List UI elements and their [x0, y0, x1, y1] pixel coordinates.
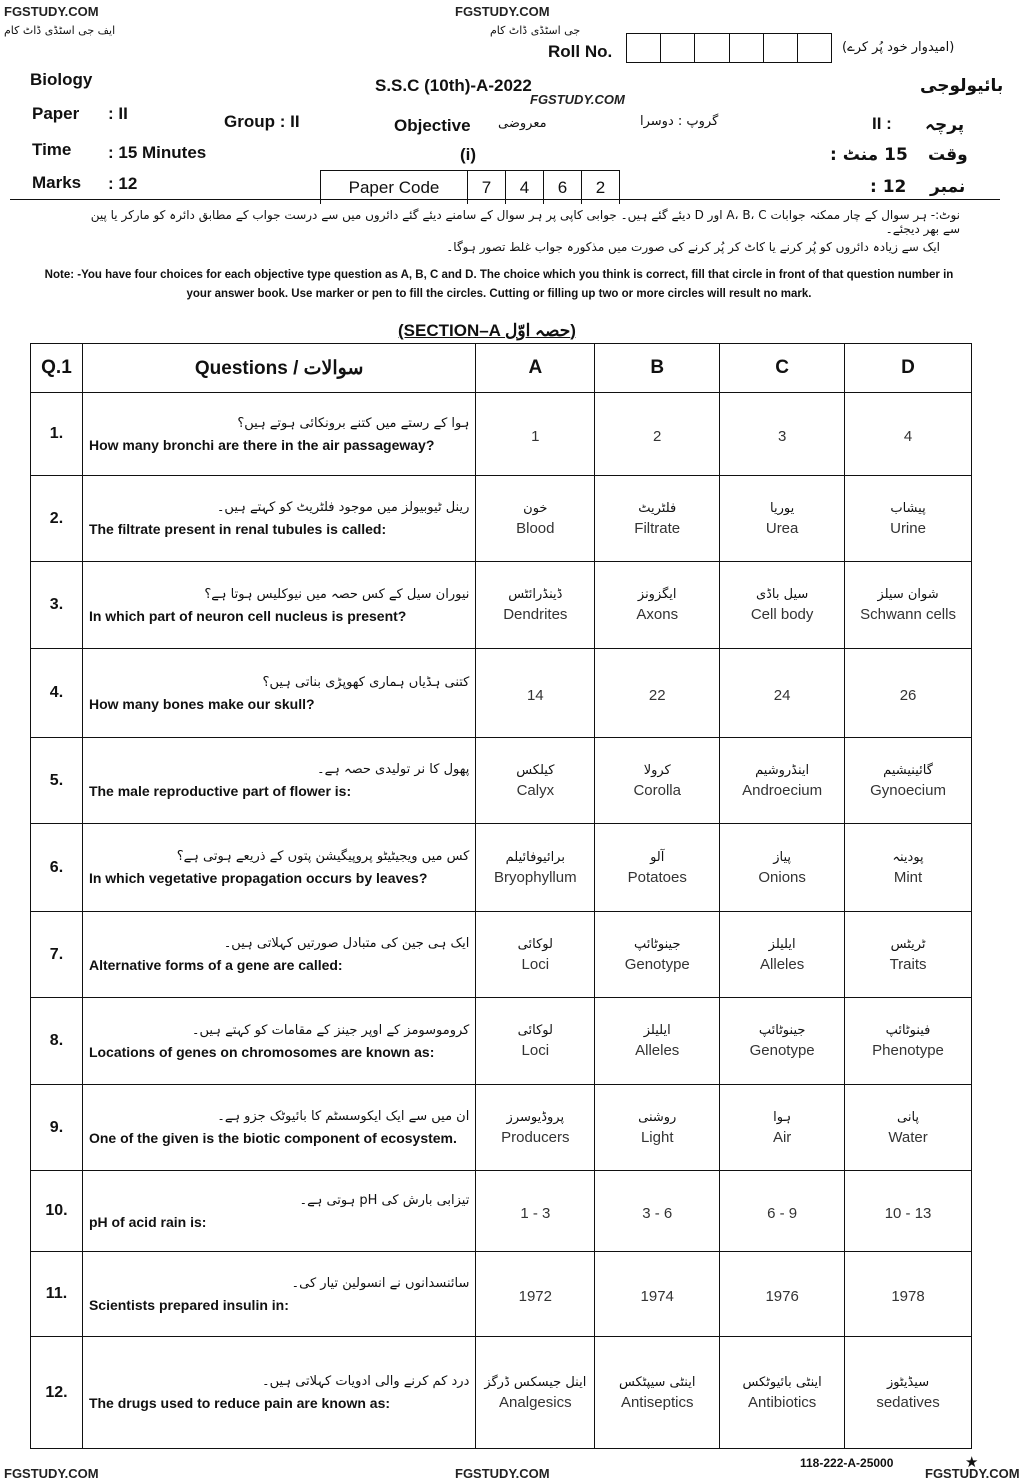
section-title: (SECTION–A حصہ اوّل) [398, 321, 576, 340]
question-urdu: ان میں سے ایک ایکوسسٹم کا بائیوٹک جزو ہے۔ [217, 1109, 470, 1124]
option-english: 1 [531, 427, 540, 445]
option-english: Filtrate [634, 519, 681, 537]
table-row [31, 738, 972, 824]
paper-value: : II [108, 104, 128, 123]
option-urdu: برائیوفائیلم [505, 849, 565, 865]
question-number: 11. [31, 1252, 83, 1337]
header-questions: Questions / سوالات [82, 344, 475, 393]
question-cell [82, 824, 475, 912]
question-number: 9. [31, 1085, 83, 1171]
option-b [595, 476, 720, 562]
option-urdu: پیشاب [890, 500, 926, 516]
objective: Objective [394, 116, 471, 135]
header-b: B [595, 344, 720, 393]
question-number: 1. [31, 393, 83, 476]
option-a [476, 912, 595, 998]
question-urdu: کروموسومز کے اوپر جینز کے مقامات کو کہتے ہیں۔ [191, 1022, 470, 1038]
table-row [31, 1085, 972, 1171]
group: Group : II [224, 112, 300, 131]
option-a [476, 1252, 595, 1337]
option-b [595, 562, 720, 649]
question-english: The male reproductive part of flower is: [88, 783, 352, 799]
option-urdu: اینٹی سیپٹکس [618, 1374, 696, 1390]
option-english: 24 [773, 686, 791, 704]
option-urdu: کیلکس [516, 762, 555, 778]
time-label: Time [32, 140, 72, 159]
watermark-urdu: جی اسٹڈی ڈاٹ کام [490, 24, 581, 37]
marks-value: : 12 [108, 174, 138, 193]
option-c [720, 1337, 845, 1449]
option-english: 1976 [765, 1287, 799, 1305]
option-english: 26 [899, 686, 917, 704]
option-b [595, 738, 720, 824]
question-number: 5. [31, 738, 83, 824]
paper-code-digit: 2 [581, 171, 619, 204]
option-a [476, 649, 595, 738]
paper-urdu-value: II : [872, 114, 892, 133]
option-urdu: یوریا [770, 500, 795, 516]
option-urdu: ایلیلز [768, 936, 796, 952]
watermark: FGSTUDY.COM [4, 1466, 99, 1481]
question-english: One of the given is the biotic component of ecosystem. [88, 1130, 457, 1146]
option-english: 1972 [518, 1287, 552, 1305]
option-a [476, 476, 595, 562]
option-english: 3 [777, 427, 787, 445]
option-b [595, 1337, 720, 1449]
option-b [595, 912, 720, 998]
questions-table [30, 343, 972, 1449]
paper-label: Paper [32, 104, 80, 123]
question-english: Scientists prepared insulin in: [88, 1296, 289, 1313]
option-c [720, 824, 845, 912]
roll-urdu: (امیدوار خود پُر کرے) [842, 40, 955, 55]
header-c: C [720, 344, 845, 393]
option-english: Potatoes [627, 868, 687, 886]
option-english: Urea [765, 519, 799, 537]
option-urdu: خون [523, 500, 548, 516]
question-cell [82, 393, 475, 476]
footer-code: 118-222-A-25000 [800, 1456, 894, 1470]
question-cell [82, 1085, 475, 1171]
question-cell [82, 562, 475, 649]
watermark: FGSTUDY.COM [455, 1466, 550, 1481]
option-d [845, 738, 972, 824]
question-number: 6. [31, 824, 83, 912]
option-english: Gynoecium [870, 781, 946, 799]
option-urdu: فلٹریٹ [638, 500, 677, 516]
table-row [31, 393, 972, 476]
question-urdu: سائنسدانوں نے انسولین تیار کی۔ [291, 1275, 470, 1291]
option-english: Axons [636, 606, 679, 623]
table-header [31, 344, 972, 393]
option-urdu: روشنی [638, 1109, 677, 1125]
option-a [476, 562, 595, 649]
time-urdu: وقت [928, 145, 968, 165]
paper-code-digit: 6 [543, 171, 581, 204]
question-english: In which part of neuron cell nucleus is present? [88, 607, 407, 624]
question-english: The filtrate present in renal tubules is called: [88, 521, 387, 537]
option-c [720, 738, 845, 824]
marks-urdu-value: 12 : [870, 177, 907, 197]
watermark: FGSTUDY.COM [4, 4, 99, 19]
question-cell [82, 998, 475, 1085]
option-d [845, 824, 972, 912]
question-cell [82, 649, 475, 738]
time-urdu-value: 15 منٹ : [830, 145, 908, 165]
option-english: 6 - 9 [767, 1204, 798, 1222]
option-english: Dendrites [503, 606, 568, 623]
question-english: Alternative forms of a gene are called: [88, 957, 343, 973]
option-d [845, 1085, 972, 1171]
option-urdu: لوکائی [517, 1023, 553, 1038]
divider [10, 199, 1000, 200]
option-urdu: ایگزونز [637, 587, 677, 602]
part: (i) [460, 145, 477, 164]
watermark: FGSTUDY.COM [530, 92, 625, 107]
question-number: 7. [31, 912, 83, 998]
option-urdu: اینڈروشیم [755, 762, 810, 778]
option-urdu: اینل جیسکس ڈرگز [484, 1374, 587, 1390]
option-d [845, 393, 972, 476]
table-row [31, 562, 972, 649]
option-urdu: فینوٹائپ [885, 1023, 931, 1038]
option-english: Cell body [750, 606, 814, 623]
option-english: 2 [653, 427, 662, 445]
option-a [476, 1337, 595, 1449]
option-english: Alleles [635, 1042, 680, 1059]
option-c [720, 998, 845, 1085]
option-b [595, 1085, 720, 1171]
question-urdu: نیوران سیل کے کس حصہ میں نیوکلیس ہوتا ہے؟ [204, 586, 470, 602]
option-d [845, 1337, 972, 1449]
option-c [720, 912, 845, 998]
option-b [595, 1171, 720, 1252]
option-english: Onions [758, 868, 806, 886]
header-q1: Q.1 [31, 344, 83, 393]
option-urdu: آلو [650, 849, 665, 865]
table-row [31, 1337, 972, 1449]
question-urdu: پھول کا نر تولیدی حصہ ہے۔ [316, 762, 470, 777]
question-urdu: درد کم کرنے والی ادویات کہلاتی ہیں۔ [262, 1374, 470, 1389]
option-english: Antiseptics [620, 1393, 694, 1411]
question-number: 10. [31, 1171, 83, 1252]
paper-code-digit: 4 [505, 171, 543, 204]
table-row [31, 912, 972, 998]
option-english: Schwann cells [860, 606, 956, 623]
subject-urdu: بائیولوجی [920, 76, 1004, 96]
question-number: 2. [31, 476, 83, 562]
option-english: Corolla [633, 781, 681, 799]
paper-code-label: Paper Code [348, 177, 440, 197]
option-d [845, 1252, 972, 1337]
question-number: 4. [31, 649, 83, 738]
option-urdu: کرولا [643, 762, 671, 778]
option-urdu: سیڈیٹوز [886, 1374, 930, 1390]
question-english: Locations of genes on chromosomes are known as: [88, 1043, 435, 1060]
option-english: sedatives [876, 1393, 940, 1411]
question-english: pH of acid rain is: [88, 1213, 207, 1230]
objective-urdu: معروضی [498, 116, 547, 131]
option-urdu: شوان سیلز [877, 587, 939, 602]
option-english: Urine [890, 519, 926, 537]
option-urdu: ڈینڈرائٹس [508, 587, 563, 602]
option-english: Light [640, 1128, 674, 1146]
option-c [720, 1085, 845, 1171]
question-number: 3. [31, 562, 83, 649]
question-cell [82, 912, 475, 998]
option-d [845, 998, 972, 1085]
option-c [720, 476, 845, 562]
option-a [476, 824, 595, 912]
subject: Biology [30, 70, 93, 89]
option-urdu: گائینیشیم [883, 762, 933, 778]
header-d: D [845, 344, 972, 393]
option-a [476, 998, 595, 1085]
option-urdu: ایلیلز [643, 1023, 671, 1038]
option-d [845, 912, 972, 998]
table-row [31, 1252, 972, 1337]
option-english: Loci [521, 955, 550, 973]
question-number: 12. [31, 1337, 83, 1449]
option-d [845, 1171, 972, 1252]
question-urdu: کس میں ویجیٹیٹو پروپیگیشن پتوں کے ذریعے ہوتی ہے؟ [176, 849, 470, 864]
star-icon: ★ [965, 1454, 979, 1471]
option-urdu: اینٹی بائیوٹکس [742, 1374, 822, 1390]
option-urdu: سیل باڈی [755, 587, 809, 602]
note-urdu: ایک سے زیادہ دائروں کو پُر کرنے یا کاٹ کر پُر کرنے کی صورت میں مذکورہ جواب غلط تصور ہوگا۔ [446, 240, 940, 254]
header-a: A [476, 344, 595, 393]
option-b [595, 649, 720, 738]
question-english: How many bones make our skull? [88, 695, 315, 712]
option-english: Mint [893, 868, 923, 886]
option-english: Loci [521, 1042, 550, 1059]
note-english: Note: -You have four choices for each objective type question as A, B, C and D. The choice which you think is correct, fill that circle in front of that question number in your answer book. Use marker or pen to fill the circles. Cutting or filling up two or more circles will result no mark. [44, 269, 954, 300]
option-english: 1978 [891, 1287, 925, 1305]
group-urdu: گروپ : دوسرا [640, 114, 719, 129]
option-b [595, 1252, 720, 1337]
option-b [595, 998, 720, 1085]
exam-title: S.S.C (10th)-A-2022 [375, 76, 532, 95]
table-row [31, 1171, 972, 1252]
marks-urdu: نمبر [930, 177, 966, 197]
option-english: Phenotype [872, 1042, 944, 1059]
option-english: Androecium [742, 781, 823, 799]
option-d [845, 562, 972, 649]
option-c [720, 1171, 845, 1252]
option-english: Genotype [749, 1042, 815, 1059]
marks-label: Marks [32, 173, 82, 192]
paper-urdu: پرچہ [925, 115, 965, 135]
question-cell [82, 1337, 475, 1449]
option-c [720, 649, 845, 738]
option-urdu: پانی [897, 1109, 920, 1125]
question-urdu: تیزابی بارش کی pH ہوتی ہے۔ [299, 1192, 470, 1208]
option-english: 10 - 13 [884, 1204, 932, 1222]
option-a [476, 1171, 595, 1252]
option-english: Bryophyllum [494, 868, 577, 886]
option-b [595, 824, 720, 912]
watermark: FGSTUDY.COM [925, 1466, 1020, 1481]
question-number: 8. [31, 998, 83, 1085]
table-row [31, 649, 972, 738]
roll-label: Roll No. [548, 42, 613, 61]
option-english: 14 [526, 686, 544, 704]
option-c [720, 562, 845, 649]
option-english: Water [888, 1128, 928, 1146]
option-c [720, 393, 845, 476]
question-cell [82, 1252, 475, 1337]
option-english: Genotype [624, 955, 690, 973]
note-urdu: نوٹ:- ہر سوال کے چار ممکنہ جوابات A، B، C اور D دیئے گئے ہیں۔ جوابی کاپی پر ہر سوال کے سامنے دیئے گئے دائروں میں سے درست جواب کے مطابق دائرہ کو مارکر یا پین سے بھر دیجئے۔ [90, 208, 960, 236]
time-value: : 15 Minutes [108, 143, 207, 162]
option-urdu: ہوا [773, 1109, 792, 1125]
question-english: In which vegetative propagation occurs by leaves? [88, 870, 428, 886]
question-cell [82, 738, 475, 824]
option-english: Antibiotics [747, 1393, 817, 1411]
option-english: Producers [501, 1128, 570, 1146]
option-urdu: لوکائی [517, 936, 553, 952]
option-english: Air [772, 1128, 792, 1146]
option-urdu: پیاز [773, 849, 792, 865]
option-d [845, 476, 972, 562]
option-urdu: پودینہ [892, 849, 924, 865]
table-row [31, 998, 972, 1085]
option-urdu: جینوٹائپ [633, 936, 681, 952]
option-d [845, 649, 972, 738]
option-english: Analgesics [499, 1393, 572, 1411]
table-row [31, 824, 972, 912]
option-a [476, 1085, 595, 1171]
question-urdu: رینل ٹیوبیولز میں موجود فلٹریٹ کو کہتے ہیں۔ [216, 500, 470, 515]
option-english: 1 - 3 [520, 1204, 551, 1222]
option-urdu: پروڈیوسرز [506, 1109, 565, 1125]
question-urdu: ایک ہی جین کی متبادل صورتیں کہلاتی ہیں۔ [223, 936, 470, 951]
option-english: Calyx [516, 781, 555, 799]
option-english: 4 [903, 427, 913, 445]
option-c [720, 1252, 845, 1337]
option-english: Traits [889, 955, 927, 973]
option-urdu: ٹریٹس [890, 936, 926, 952]
question-cell [82, 476, 475, 562]
option-english: 1974 [640, 1287, 674, 1305]
roll-number-boxes[interactable] [626, 33, 832, 63]
paper-code-digit: 7 [467, 171, 505, 204]
question-urdu: ہوا کے رستے میں کتنے برونکائی ہوتے ہیں؟ [237, 415, 470, 431]
option-urdu: جینوٹائپ [758, 1023, 806, 1038]
option-english: Blood [516, 519, 555, 537]
option-b [595, 393, 720, 476]
option-english: 3 - 6 [642, 1204, 673, 1222]
option-a [476, 738, 595, 824]
question-english: The drugs used to reduce pain are known as: [88, 1395, 391, 1411]
option-a [476, 393, 595, 476]
question-cell [82, 1171, 475, 1252]
option-english: 22 [648, 686, 666, 704]
option-english: Alleles [760, 955, 805, 973]
question-urdu: کتنی ہڈیاں ہماری کھوپڑی بناتی ہیں؟ [262, 674, 470, 690]
watermark: FGSTUDY.COM [455, 4, 550, 19]
table-row [31, 476, 972, 562]
question-english: How many bronchi are there in the air passageway? [88, 436, 435, 453]
watermark-urdu: ایف جی اسٹڈی ڈاٹ کام [4, 24, 116, 37]
